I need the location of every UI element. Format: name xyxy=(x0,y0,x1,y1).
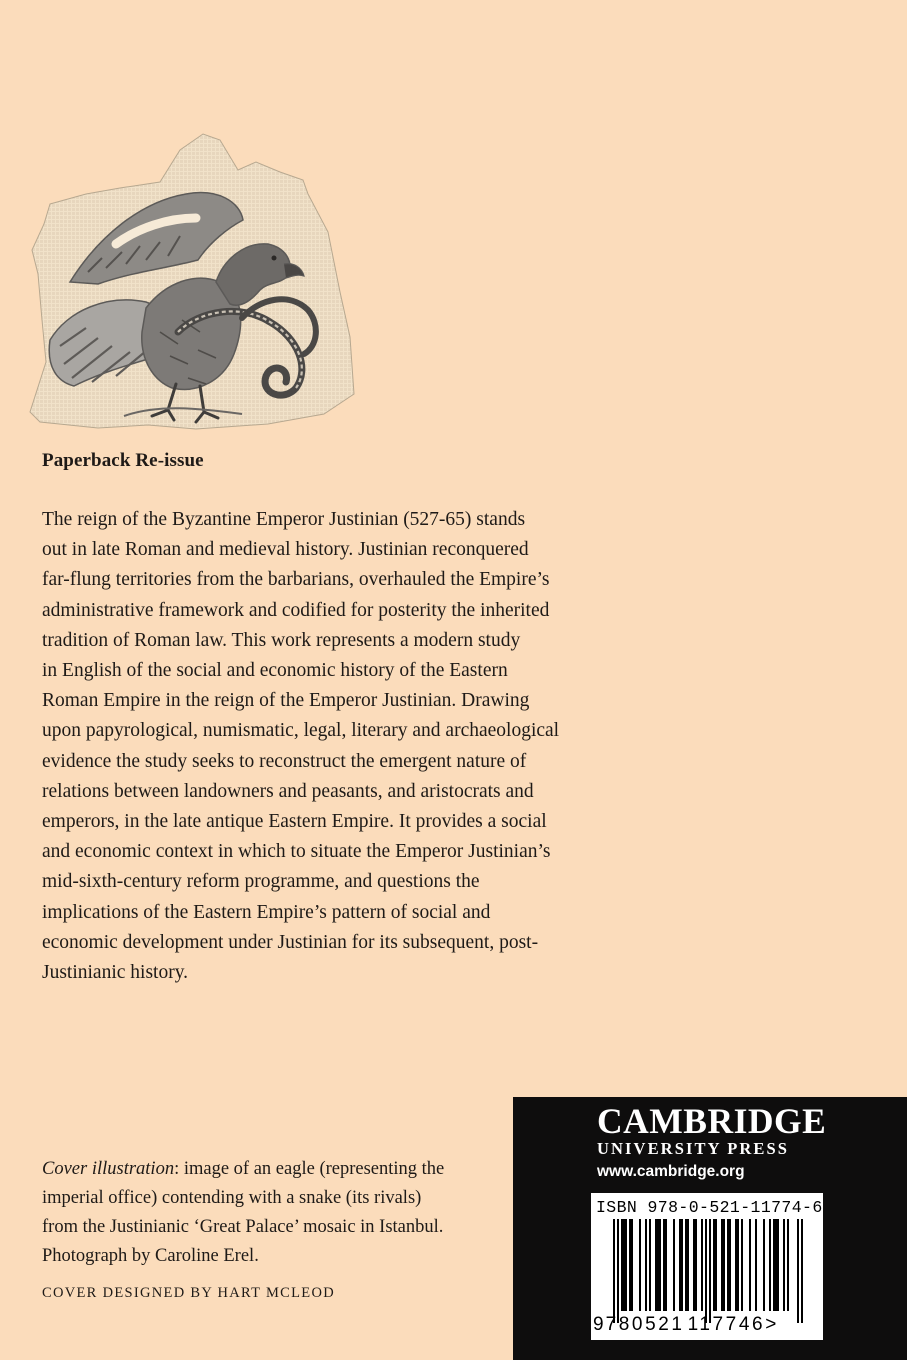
barcode-bar xyxy=(673,1219,675,1311)
barcode-bar xyxy=(681,1219,683,1311)
caption-label: Cover illustration xyxy=(42,1159,175,1179)
barcode-bar xyxy=(763,1219,765,1311)
barcode-bar xyxy=(639,1219,641,1311)
barcode-bar xyxy=(773,1219,775,1311)
blurb-line: far-flung territories from the barbarians, overhauled the Empire’s xyxy=(42,569,550,591)
caption-line-1-text: : image of an eagle (representing the xyxy=(174,1159,445,1179)
barcode-bar xyxy=(737,1219,739,1311)
barcode-digits xyxy=(593,1314,776,1336)
caption-line: from the Justinianic ‘Great Palace’ mosaic in Istanbul. xyxy=(42,1217,444,1237)
barcode-bar xyxy=(655,1219,657,1311)
blurb-line: and economic context in which to situate the Emperor Justinian’s xyxy=(42,841,551,863)
barcode-bar xyxy=(723,1219,725,1311)
barcode-bar xyxy=(625,1219,627,1311)
designer-credit: COVER DESIGNED BY HART MCLEOD xyxy=(42,1285,336,1301)
barcode-bar xyxy=(695,1219,697,1311)
blurb-line: implications of the Eastern Empire’s pattern of social and xyxy=(42,901,491,923)
barcode-bar xyxy=(777,1219,779,1311)
barcode-bar xyxy=(701,1219,703,1311)
isbn-barcode xyxy=(591,1193,823,1340)
blurb-line: out in late Roman and medieval history. Justinian reconquered xyxy=(42,539,529,561)
barcode-bar xyxy=(613,1219,615,1323)
blurb-line: Justinianic history. xyxy=(42,962,189,984)
barcode-group-2: 117746 xyxy=(687,1314,766,1335)
blurb-line: administrative framework and codified for posterity the inherited xyxy=(42,599,550,621)
reissue-label: Paperback Re-issue xyxy=(42,450,204,471)
caption-line: Photograph by Caroline Erel. xyxy=(42,1246,259,1266)
barcode-bar xyxy=(621,1219,623,1311)
barcode-bar xyxy=(749,1219,751,1311)
barcode-group-1: 780521 xyxy=(605,1314,685,1335)
blurb-line: evidence the study seeks to reconstruct the emergent nature of xyxy=(42,750,527,772)
barcode-bar xyxy=(665,1219,667,1311)
barcode-bar xyxy=(617,1219,619,1323)
barcode-bar xyxy=(775,1219,777,1311)
blurb-line: mid-sixth-century reform programme, and questions the xyxy=(42,871,480,893)
barcode-bar xyxy=(623,1219,625,1311)
blurb-line: emperors, in the late antique Eastern Empire. It provides a social xyxy=(42,811,547,833)
blurb-line: relations between landowners and peasants, and aristocrats and xyxy=(42,780,534,802)
barcode-bar xyxy=(715,1219,717,1311)
barcode-bar xyxy=(735,1219,737,1311)
publisher-panel xyxy=(513,1097,907,1360)
publisher-url: www.cambridge.org xyxy=(597,1163,745,1180)
barcode-bar xyxy=(787,1219,789,1311)
blurb-line: upon papyrological, numismatic, legal, literary and archaeological xyxy=(42,720,560,742)
isbn-label: ISBN 978-0-521-11774-6 xyxy=(596,1198,823,1217)
publisher-name: CAMBRIDGE xyxy=(597,1101,827,1141)
barcode-bar xyxy=(727,1219,729,1311)
barcode-bar xyxy=(783,1219,785,1311)
eagle-snake-illustration xyxy=(28,132,358,432)
blurb-line: The reign of the Byzantine Emperor Justinian (527-65) stands xyxy=(42,509,526,530)
barcode-bar xyxy=(721,1219,723,1311)
caption-line: imperial office) contending with a snake (its rivals) xyxy=(42,1188,422,1208)
blurb-line: tradition of Roman law. This work represents a modern study xyxy=(42,629,521,651)
barcode-bar xyxy=(693,1219,695,1311)
barcode-bar xyxy=(629,1219,631,1311)
barcode-bar xyxy=(769,1219,771,1311)
barcode-bar xyxy=(657,1219,659,1311)
barcode-bar xyxy=(755,1219,757,1311)
caption-line xyxy=(42,1155,502,1184)
barcode-bar xyxy=(631,1219,633,1311)
barcode-bar xyxy=(659,1219,661,1311)
barcode-bar xyxy=(801,1219,803,1323)
barcode-bar xyxy=(687,1219,689,1311)
barcode-bar xyxy=(709,1219,711,1323)
barcode-bar xyxy=(797,1219,799,1323)
blurb-line: economic development under Justinian for its subsequent, post- xyxy=(42,931,539,953)
barcode-tail: > xyxy=(765,1314,777,1335)
barcode-bar xyxy=(649,1219,651,1311)
barcode-bar xyxy=(729,1219,731,1311)
cover-illustration-caption xyxy=(42,1155,502,1271)
barcode-bar xyxy=(679,1219,681,1311)
barcode-bar xyxy=(663,1219,665,1311)
blurb-paragraph xyxy=(42,505,612,988)
blurb-line: in English of the social and economic history of the Eastern xyxy=(42,660,508,682)
publisher-subtitle: UNIVERSITY PRESS xyxy=(597,1139,790,1158)
blurb-line: Roman Empire in the reign of the Emperor Justinian. Drawing xyxy=(42,690,530,712)
barcode-bar xyxy=(741,1219,743,1311)
barcode-lead-digit: 9 xyxy=(593,1314,604,1335)
barcode-bar xyxy=(645,1219,647,1311)
barcode-bar xyxy=(705,1219,707,1323)
barcode-bar xyxy=(713,1219,715,1311)
barcode-bar xyxy=(685,1219,687,1311)
